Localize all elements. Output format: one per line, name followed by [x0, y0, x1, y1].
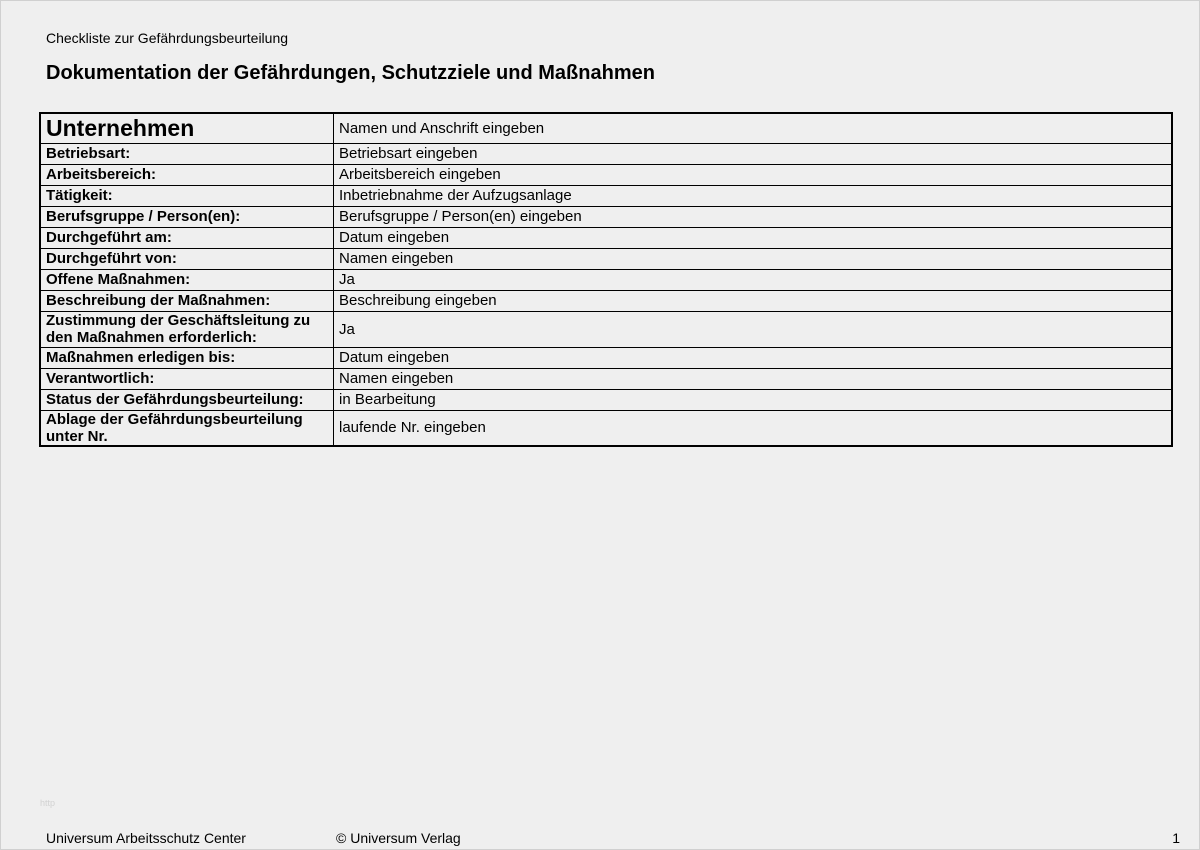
row-value[interactable]: Ja [334, 269, 1173, 290]
document-subtitle: Checkliste zur Gefährdungsbeurteilung [46, 30, 289, 46]
table-row [40, 290, 1172, 311]
row-value[interactable]: Namen eingeben [334, 368, 1173, 389]
table-row [40, 206, 1172, 227]
row-label: Tätigkeit: [40, 185, 334, 206]
table-row [40, 389, 1172, 410]
table-row [40, 185, 1172, 206]
row-value[interactable]: Betriebsart eingeben [334, 143, 1173, 164]
row-value[interactable]: Inbetriebnahme der Aufzugsanlage [334, 185, 1173, 206]
row-value[interactable]: laufende Nr. eingeben [334, 410, 1173, 446]
footer-copyright: © Universum Verlag [336, 830, 461, 846]
table-row [40, 164, 1172, 185]
row-label: Beschreibung der Maßnahmen: [40, 290, 334, 311]
table-row [40, 368, 1172, 389]
row-value[interactable]: Arbeitsbereich eingeben [334, 164, 1173, 185]
row-label: Ablage der Gefährdungsbeurteilung unter Nr. [40, 410, 334, 446]
row-value[interactable]: Beschreibung eingeben [334, 290, 1173, 311]
row-value[interactable]: Datum eingeben [334, 227, 1173, 248]
row-value[interactable]: Namen eingeben [334, 248, 1173, 269]
row-label: Status der Gefährdungsbeurteilung: [40, 389, 334, 410]
footer-company: Universum Arbeitsschutz Center [46, 830, 246, 846]
row-label: Durchgeführt von: [40, 248, 334, 269]
table-row [40, 227, 1172, 248]
table-row [40, 143, 1172, 164]
row-value[interactable]: Namen und Anschrift eingeben [334, 113, 1173, 143]
row-label: Maßnahmen erledigen bis: [40, 347, 334, 368]
row-label: Arbeitsbereich: [40, 164, 334, 185]
table-row [40, 410, 1172, 446]
documentation-table [39, 112, 1173, 447]
row-value[interactable]: in Bearbeitung [334, 389, 1173, 410]
row-value[interactable]: Datum eingeben [334, 347, 1173, 368]
row-value[interactable]: Berufsgruppe / Person(en) eingeben [334, 206, 1173, 227]
row-label: Durchgeführt am: [40, 227, 334, 248]
row-label: Offene Maßnahmen: [40, 269, 334, 290]
row-label: Zustimmung der Geschäftsleitung zu den Maßnahmen erforderlich: [40, 311, 334, 347]
row-label: Verantwortlich: [40, 368, 334, 389]
row-label: Betriebsart: [40, 143, 334, 164]
table-row [40, 113, 1172, 143]
table-row [40, 248, 1172, 269]
row-label: Unternehmen [40, 113, 334, 143]
watermark: http [40, 798, 56, 808]
page-title: Dokumentation der Gefährdungen, Schutzziele und Maßnahmen [46, 62, 655, 84]
page-number: 1 [1172, 830, 1180, 846]
table-row [40, 347, 1172, 368]
row-label: Berufsgruppe / Person(en): [40, 206, 334, 227]
row-value[interactable]: Ja [334, 311, 1173, 347]
table-row [40, 311, 1172, 347]
table-row [40, 269, 1172, 290]
